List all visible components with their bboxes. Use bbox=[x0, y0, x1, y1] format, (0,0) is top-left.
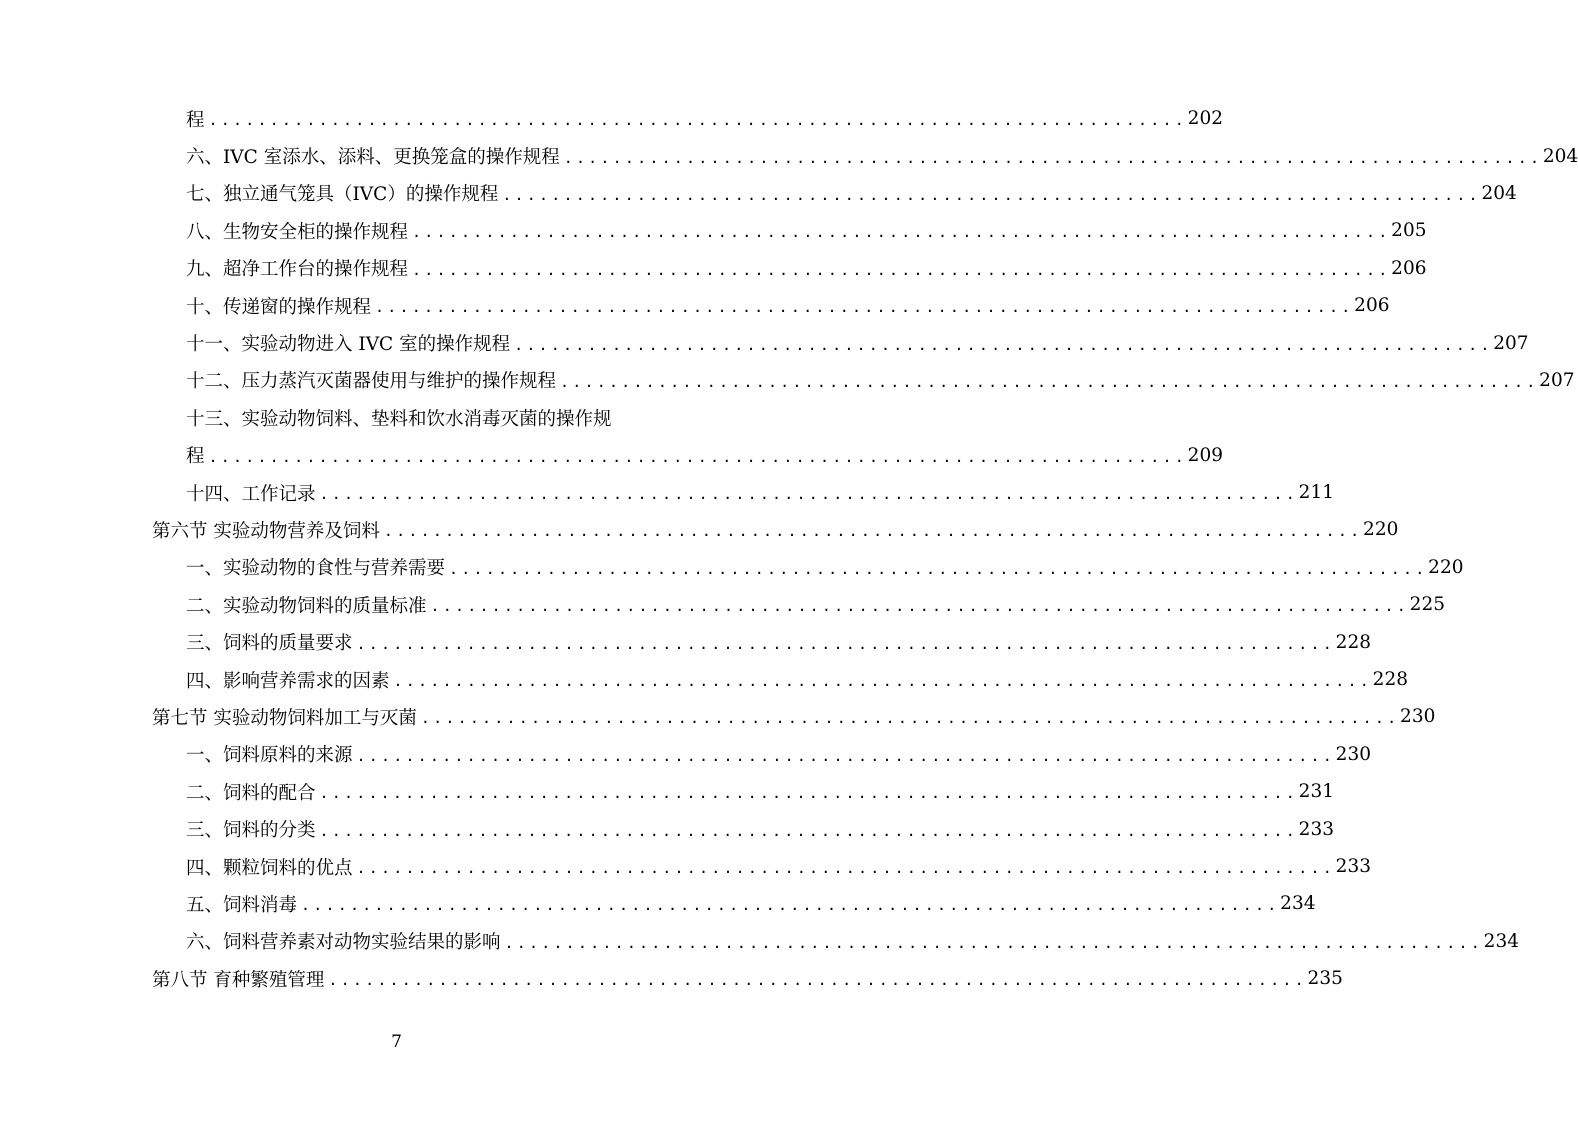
toc-entry[interactable] bbox=[0, 885, 1316, 922]
toc-entry[interactable] bbox=[0, 437, 1223, 474]
toc-page-number: 234 bbox=[1280, 893, 1316, 915]
toc-entry-title: 程 bbox=[186, 442, 209, 468]
toc-page-number: 211 bbox=[1298, 482, 1334, 504]
toc-entry-title: 三、饲料的分类 bbox=[186, 816, 320, 842]
toc-entry[interactable] bbox=[0, 474, 1334, 511]
dot-leader: ................................................................................ bbox=[375, 298, 1354, 317]
toc-page-number: 225 bbox=[1409, 594, 1445, 616]
dot-leader: ................................................................................ bbox=[301, 896, 1280, 915]
toc-entry[interactable] bbox=[0, 212, 1427, 249]
toc-page-number: 207 bbox=[1539, 369, 1575, 391]
dot-leader: ................................................................................ bbox=[393, 672, 1372, 691]
dot-leader: ................................................................................ bbox=[504, 933, 1483, 952]
toc-page-number: 233 bbox=[1335, 856, 1371, 877]
toc-entry-title: 一、饲料原料的来源 bbox=[186, 741, 357, 767]
toc-entry-title: 二、实验动物饲料的质量标准 bbox=[186, 592, 431, 618]
toc-page-number: 220 bbox=[1363, 519, 1399, 541]
toc-section-entry[interactable] bbox=[0, 698, 1436, 735]
toc-page-number: 205 bbox=[1391, 220, 1427, 242]
toc-entry-title: 四、影响营养需求的因素 bbox=[186, 667, 394, 693]
toc-page-number: 228 bbox=[1372, 669, 1408, 691]
toc-entry[interactable] bbox=[0, 586, 1445, 623]
toc-entry[interactable] bbox=[0, 773, 1334, 810]
dot-leader: ................................................................................ bbox=[560, 372, 1539, 391]
toc-section-entry[interactable] bbox=[0, 511, 1399, 548]
dot-leader: ................................................................................ bbox=[319, 784, 1298, 803]
toc-entry[interactable] bbox=[0, 736, 1371, 773]
dot-leader: ................................................................................ bbox=[356, 634, 1335, 653]
dot-leader: ................................................................................ bbox=[514, 335, 1493, 354]
toc-entry-title: 四、颗粒饲料的优点 bbox=[186, 854, 357, 880]
toc-entry-title: 六、IVC 室添水、添料、更换笼盒的操作规程 bbox=[186, 143, 564, 169]
toc-entry-title: 七、独立通气笼具（IVC）的操作规程 bbox=[186, 180, 502, 206]
dot-leader: ................................................................................ bbox=[208, 111, 1187, 130]
dot-leader: ................................................................................ bbox=[430, 597, 1409, 616]
toc-entry-title: 十二、压力蒸汽灭菌器使用与维护的操作规程 bbox=[186, 367, 560, 393]
dot-leader: ................................................................................ bbox=[502, 185, 1481, 204]
dot-leader: ................................................................................ bbox=[420, 709, 1400, 728]
toc-entry-title: 十三、实验动物饲料、垫料和饮水消毒灭菌的操作规 bbox=[186, 405, 616, 431]
toc-entry-title: 八、生物安全柜的操作规程 bbox=[186, 218, 412, 244]
toc-page-number: 207 bbox=[1493, 332, 1529, 354]
toc-page-number: 220 bbox=[1428, 556, 1464, 578]
toc-entry-title: 程 bbox=[186, 106, 209, 132]
dot-leader: ................................................................................ bbox=[356, 859, 1335, 877]
toc-entry[interactable] bbox=[0, 287, 1390, 324]
toc-entry-title: 九、超净工作台的操作规程 bbox=[186, 255, 412, 281]
toc-entry-title: 十一、实验动物进入 IVC 室的操作规程 bbox=[186, 330, 514, 356]
toc-entry-title: 第八节 育种繁殖管理 bbox=[152, 966, 328, 992]
dot-leader: ................................................................................ bbox=[319, 485, 1298, 504]
toc-entry[interactable] bbox=[0, 623, 1371, 660]
toc-page-number: 228 bbox=[1335, 631, 1371, 653]
toc-entry[interactable] bbox=[0, 549, 1464, 586]
dot-leader: ................................................................................ bbox=[208, 447, 1187, 466]
dot-leader: ................................................................................ bbox=[383, 522, 1363, 541]
toc-entry-title: 第六节 实验动物营养及饲料 bbox=[152, 517, 384, 543]
toc-entry-title: 二、饲料的配合 bbox=[186, 779, 320, 805]
toc-page-number: 204 bbox=[1481, 182, 1517, 204]
toc-page-number: 230 bbox=[1400, 706, 1436, 728]
toc-entry-title: 五、饲料消毒 bbox=[186, 891, 301, 917]
toc-page-number: 204 bbox=[1542, 145, 1578, 167]
toc-entry-title: 第七节 实验动物饲料加工与灭菌 bbox=[152, 704, 421, 730]
toc-entry-title: 一、实验动物的食性与营养需要 bbox=[186, 554, 449, 580]
toc-entry[interactable] bbox=[0, 362, 1575, 399]
toc-page-number: 209 bbox=[1187, 444, 1223, 466]
dot-leader: ................................................................................ bbox=[449, 559, 1428, 578]
toc-entry[interactable] bbox=[0, 175, 1517, 212]
toc-entry[interactable] bbox=[0, 324, 1529, 361]
toc-entry[interactable] bbox=[0, 137, 1578, 174]
toc-page-number: 206 bbox=[1391, 257, 1427, 279]
toc-page-number: 230 bbox=[1335, 743, 1371, 765]
toc-page-number: 233 bbox=[1298, 818, 1334, 840]
dot-leader: ................................................................................ bbox=[328, 971, 1307, 990]
toc-entry[interactable] bbox=[0, 661, 1408, 698]
toc-entry-title: 十四、工作记录 bbox=[186, 480, 320, 506]
toc-page-number: 231 bbox=[1298, 781, 1334, 803]
toc-entry-title: 十、传递窗的操作规程 bbox=[186, 293, 375, 319]
toc-section-entry[interactable] bbox=[0, 960, 1343, 997]
toc-entry[interactable] bbox=[0, 923, 1519, 960]
page-number: 7 bbox=[391, 1032, 402, 1052]
table-of-contents bbox=[0, 100, 1578, 997]
dot-leader: ................................................................................ bbox=[412, 260, 1391, 279]
toc-page-number: 235 bbox=[1307, 968, 1343, 990]
dot-leader: ................................................................................ bbox=[356, 746, 1335, 765]
toc-entry[interactable] bbox=[0, 848, 1371, 885]
toc-page-number: 234 bbox=[1483, 930, 1519, 952]
dot-leader: ................................................................................ bbox=[412, 223, 1391, 242]
toc-page-number: 202 bbox=[1187, 108, 1223, 130]
toc-entry-title: 三、饲料的质量要求 bbox=[186, 629, 357, 655]
dot-leader: ................................................................................ bbox=[563, 148, 1543, 167]
toc-entry[interactable] bbox=[0, 810, 1334, 847]
toc-entry[interactable] bbox=[0, 100, 1223, 137]
toc-entry-title: 六、饲料营养素对动物实验结果的影响 bbox=[186, 928, 505, 954]
toc-entry[interactable] bbox=[0, 250, 1427, 287]
toc-page-number: 206 bbox=[1354, 295, 1390, 317]
toc-entry[interactable] bbox=[0, 399, 793, 436]
dot-leader: ................................................................................ bbox=[319, 821, 1298, 840]
